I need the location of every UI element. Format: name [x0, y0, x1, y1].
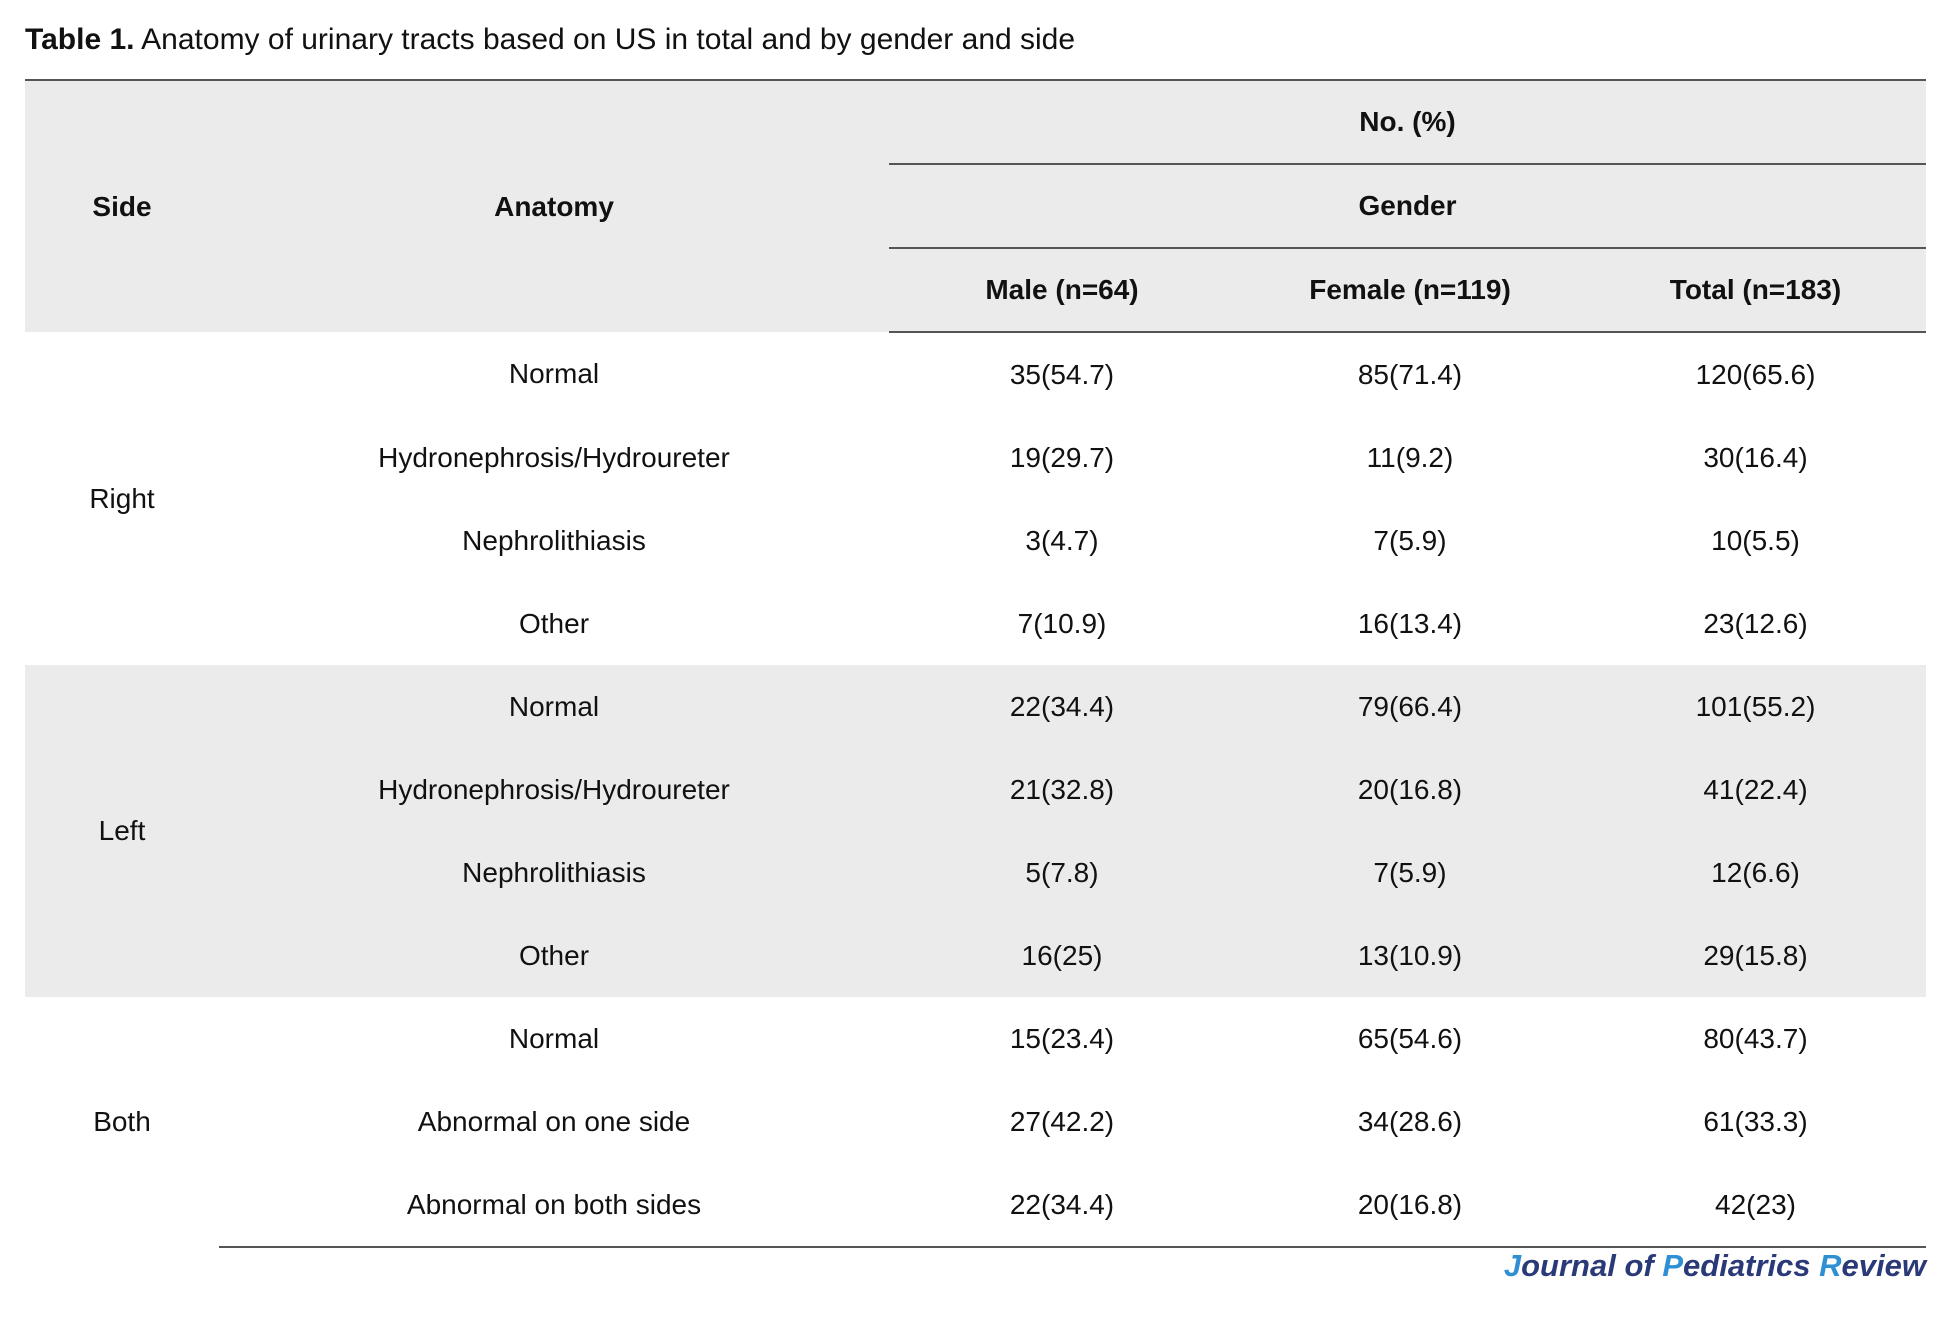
female-cell: 20(16.8)	[1235, 748, 1585, 831]
male-cell: 27(42.2)	[1009, 1105, 1115, 1137]
table-row	[25, 416, 1926, 499]
female-cell: 20(16.8)	[1235, 1163, 1585, 1247]
female-cell: 34(28.6)	[1357, 1105, 1463, 1137]
table-header	[25, 80, 1926, 332]
data-table-container	[25, 79, 1926, 1248]
anatomy-cell: Nephrolithiasis	[462, 524, 646, 556]
anatomy-table	[25, 79, 1926, 1248]
female-cell: 11(9.2)	[1366, 441, 1454, 473]
anatomy-cell: Abnormal on one side	[417, 1105, 691, 1137]
header-female: Female (n=119)	[1235, 248, 1585, 332]
table-row	[25, 499, 1926, 582]
female-cell: 85(71.4)	[1357, 358, 1463, 390]
table-row	[25, 665, 1926, 748]
header-total: Total (n=183)	[1585, 248, 1926, 332]
table-row	[25, 1163, 1926, 1247]
male-cell: 21(32.8)	[889, 748, 1235, 831]
table-row	[25, 914, 1926, 997]
male-cell: 19(29.7)	[1009, 441, 1115, 473]
side-cell: Right	[89, 482, 155, 514]
total-cell: 120(65.6)	[1695, 358, 1816, 390]
total-cell: 10(5.5)	[1711, 524, 1800, 556]
table-row	[25, 831, 1926, 914]
male-cell: 16(25)	[889, 914, 1235, 997]
total-cell: 42(23)	[1585, 1163, 1926, 1247]
anatomy-cell: Other	[518, 607, 590, 639]
side-cell: Left	[25, 665, 219, 997]
total-cell: 29(15.8)	[1585, 914, 1926, 997]
anatomy-cell: Normal	[219, 665, 889, 748]
header-gender: Gender	[889, 164, 1926, 248]
header-no-percent: No. (%)	[889, 80, 1926, 164]
table-row	[25, 997, 1926, 1080]
female-cell: 7(5.9)	[1373, 524, 1447, 556]
female-cell: 79(66.4)	[1235, 665, 1585, 748]
male-cell: 7(10.9)	[1017, 607, 1107, 639]
table-row	[25, 582, 1926, 665]
section-right	[25, 332, 1926, 665]
section-left	[25, 665, 1926, 997]
male-cell: 22(34.4)	[889, 1163, 1235, 1247]
male-cell: 35(54.7)	[1009, 358, 1115, 390]
header-anatomy: Anatomy	[219, 80, 889, 332]
journal-logo: Journal of Pediatrics Review	[1503, 1248, 1926, 1283]
anatomy-cell: Abnormal on both sides	[219, 1163, 889, 1247]
table-row	[25, 1080, 1926, 1163]
female-cell: 7(5.9)	[1235, 831, 1585, 914]
anatomy-cell: Normal	[508, 358, 600, 389]
total-cell: 80(43.7)	[1703, 1022, 1808, 1054]
anatomy-cell: Other	[219, 914, 889, 997]
total-cell: 101(55.2)	[1585, 665, 1926, 748]
total-cell: 61(33.3)	[1703, 1105, 1808, 1137]
table-row	[25, 332, 1926, 416]
header-male: Male (n=64)	[889, 248, 1235, 332]
table-row	[25, 748, 1926, 831]
side-cell: Both	[93, 1106, 151, 1137]
male-cell: 15(23.4)	[1009, 1022, 1115, 1054]
total-cell: 41(22.4)	[1585, 748, 1926, 831]
anatomy-cell: Hydronephrosis/Hydroureter	[219, 748, 889, 831]
male-cell: 5(7.8)	[889, 831, 1235, 914]
total-cell: 30(16.4)	[1703, 441, 1808, 473]
total-cell: 12(6.6)	[1585, 831, 1926, 914]
female-cell: 16(13.4)	[1357, 607, 1463, 639]
caption-label: Table 1.	[25, 23, 135, 56]
table-caption	[25, 18, 1075, 62]
anatomy-cell: Hydronephrosis/Hydroureter	[378, 441, 730, 473]
female-cell: 13(10.9)	[1235, 914, 1585, 997]
male-cell: 22(34.4)	[889, 665, 1235, 748]
header-side: Side	[25, 80, 219, 332]
section-both	[25, 997, 1926, 1247]
anatomy-cell: Nephrolithiasis	[219, 831, 889, 914]
total-cell: 23(12.6)	[1703, 607, 1808, 639]
caption-text: Anatomy of urinary tracts based on US in total and by gender and side	[141, 23, 1076, 56]
male-cell: 3(4.7)	[1025, 524, 1099, 556]
anatomy-cell: Normal	[508, 1022, 600, 1054]
female-cell: 65(54.6)	[1357, 1022, 1463, 1054]
